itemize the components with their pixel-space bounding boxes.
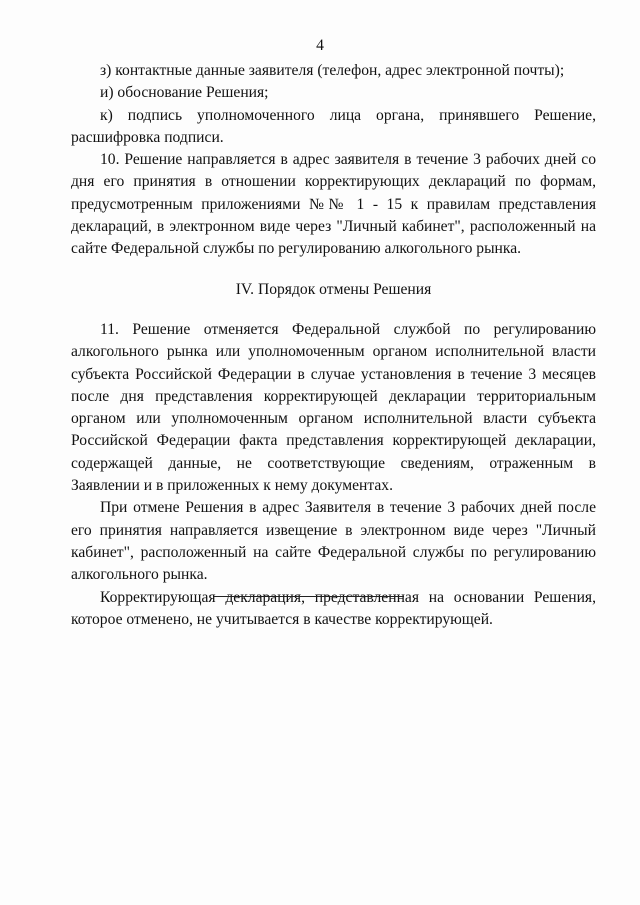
- item-k-signature: к) подпись уполномоченного лица органа, принявшего Решение, расшифровка подписи.: [71, 106, 596, 146]
- item-i-justification: и) обоснование Решения;: [100, 84, 269, 102]
- document-body: [71, 60, 596, 631]
- paragraph-cancellation-notice: При отмене Решения в адрес Заявителя в течение 3 рабочих дней после его принятия направляется извещение в электронном виде через "Личный кабинет", расположенный на сайте Федеральной службы по регулированию алкогольного рынка.: [71, 499, 596, 584]
- paragraph-10: 10. Решение направляется в адрес заявителя в течение 3 рабочих дней со дня его принятия в отношении корректирующих деклараций по формам, предусмотренным приложениями №№ 1 - 15 к правилам представления деклараций, в электронном виде через "Личный кабинет", расположенный на сайте Федеральной службы по регулированию алкогольного рынка.: [71, 151, 596, 258]
- section-title: IV. Порядок отмены Решения: [235, 280, 432, 298]
- end-divider-line: [214, 596, 404, 597]
- paragraph-11: 11. Решение отменяется Федеральной службой по регулированию алкогольного рынка или уполномоченным органом исполнительной власти субъекта Российской Федерации в случае установления в течение 3 месяцев после дня представления корректирующей декларации территориальным органом или уполномоченным органом исполнительной власти субъекта Российской Федерации факта представления корректирующей декларации, содержащей данные, не соответствующие сведениям, отраженным в Заявлении и в приложенных к нему документах.: [71, 320, 596, 495]
- item-z-contact-details: з) контактные данные заявителя (телефон, адрес электронной почты);: [100, 62, 565, 79]
- page-number: 4: [316, 37, 324, 54]
- paragraph-corrective-declaration: Корректирующая декларация, представленная на основании Решения, которое отменено, не учитывается в качестве корректирующей.: [71, 588, 596, 628]
